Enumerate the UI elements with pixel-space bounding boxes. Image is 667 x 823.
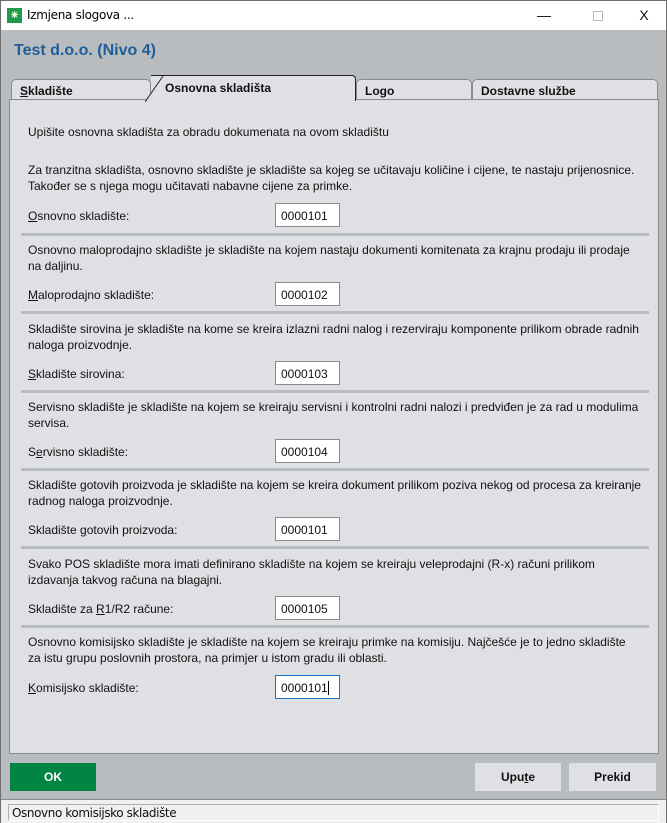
tab-panel: [9, 99, 659, 754]
field-label: Maloprodajno skladište:: [28, 288, 155, 302]
maximize-icon: [593, 11, 603, 21]
skladiste-r1-r2-input[interactable]: 0000105: [275, 596, 340, 620]
tab-label: Logo: [365, 84, 395, 98]
field-label: Skladište gotovih proizvoda:: [28, 523, 178, 537]
section-description: Servisno skladište je skladište na kojem se kreiraju servisni i kontrolni radni nalozi i predviđen je za rad u modulima servisa.: [28, 400, 639, 430]
divider: [21, 546, 649, 549]
maloprodajno-skladiste-input[interactable]: 0000102: [275, 282, 340, 306]
section-description: Osnovno komisijsko skladište je skladište na kojem se kreiraju primke na komisiju. Najčešće je to jedno skladište za istu grupu poslovnih prostora, na primjer u istom gradu ili oblasti.: [28, 635, 626, 665]
field-label: Servisno skladište:: [28, 445, 129, 459]
tab-skladiste[interactable]: [11, 79, 151, 100]
field-label: Komisijsko skladište:: [28, 681, 139, 695]
window-title: Izmjena slogova ...: [27, 8, 134, 22]
skladiste-gotovih-proizvoda-input[interactable]: 0000101: [275, 517, 340, 541]
section-komisijsko: [21, 634, 649, 695]
servisno-skladiste-input[interactable]: 0000104: [275, 439, 340, 463]
tab-slant-edge: [145, 75, 165, 102]
komisijsko-skladiste-input[interactable]: [275, 675, 340, 699]
tab-label: kladište: [28, 84, 73, 98]
section-description: Svako POS skladište mora imati definirano skladište na kojem se kreiraju veleprodajni (R-x) računi prilikom izdavanja takvog računa na blagajni.: [28, 557, 595, 587]
close-button[interactable]: X: [639, 7, 649, 23]
divider: [21, 625, 649, 628]
status-bar: [1, 799, 666, 823]
maximize-button[interactable]: [575, 1, 621, 30]
section-maloprodajno: [21, 242, 649, 302]
field-label: Skladište sirovina:: [28, 367, 125, 381]
tab-accelerator: S: [20, 84, 29, 98]
ok-button[interactable]: OK: [10, 763, 96, 791]
section-servisno: [21, 399, 649, 459]
minimize-button[interactable]: —: [537, 7, 551, 23]
section-osnovno: [21, 162, 649, 223]
app-star-icon: ✷: [7, 8, 22, 23]
tab-dostavne-sluzbe[interactable]: [472, 79, 658, 100]
status-text: Osnovno komisijsko skladište: [8, 804, 659, 821]
section-gotovih-proizvoda: [21, 477, 649, 537]
tab-label: Osnovna skladišta: [165, 81, 272, 95]
tab-osnovna-skladista[interactable]: [151, 75, 356, 101]
field-label: Skladište za R1/R2 račune:: [28, 602, 174, 616]
tab-logo[interactable]: [356, 79, 472, 100]
upute-button[interactable]: Upute: [475, 763, 561, 791]
section-r1-r2: [21, 556, 649, 616]
field-label: Osnovno skladište:: [28, 209, 130, 223]
divider: [21, 468, 649, 471]
section-sirovina: [21, 321, 649, 381]
intro-text: Upišite osnovna skladišta za obradu dokumenata na ovom skladištu: [28, 125, 389, 139]
section-description: Skladište gotovih proizvoda je skladište na kojem se kreira dokument prilikom poziva nekog od procesa za kreiranje radnog naloga proizvodnje.: [28, 478, 641, 508]
company-title: Test d.o.o. (Nivo 4): [14, 42, 156, 59]
osnovno-skladiste-input[interactable]: 0000101: [275, 203, 340, 227]
section-description: Za tranzitna skladišta, osnovno skladište je skladište sa kojeg se učitavaju količine i cijene, te nastaju prijenosnice. Također se s njega mogu učitavati nabavne cijene za primke.: [28, 163, 635, 193]
divider: [21, 311, 649, 314]
input-value: 0000101: [281, 681, 328, 695]
tab-bar: [9, 75, 659, 100]
section-description: Osnovno maloprodajno skladište je skladište na kojem nastaju dokumenti komitenata za krajnu prodaju ili prodaje na daljinu.: [28, 243, 630, 273]
prekid-button[interactable]: Prekid: [569, 763, 656, 791]
section-description: Skladište sirovina je skladište na kome se kreira izlazni radni nalog i rezerviraju komponente prilikom obrade radnih naloga proizvodnje.: [28, 322, 639, 352]
tab-label: Dostavne službe: [481, 84, 576, 98]
divider: [21, 390, 649, 393]
divider: [21, 233, 649, 236]
title-bar: [1, 1, 666, 30]
skladiste-sirovina-input[interactable]: 0000103: [275, 361, 340, 385]
text-caret: [328, 681, 329, 695]
